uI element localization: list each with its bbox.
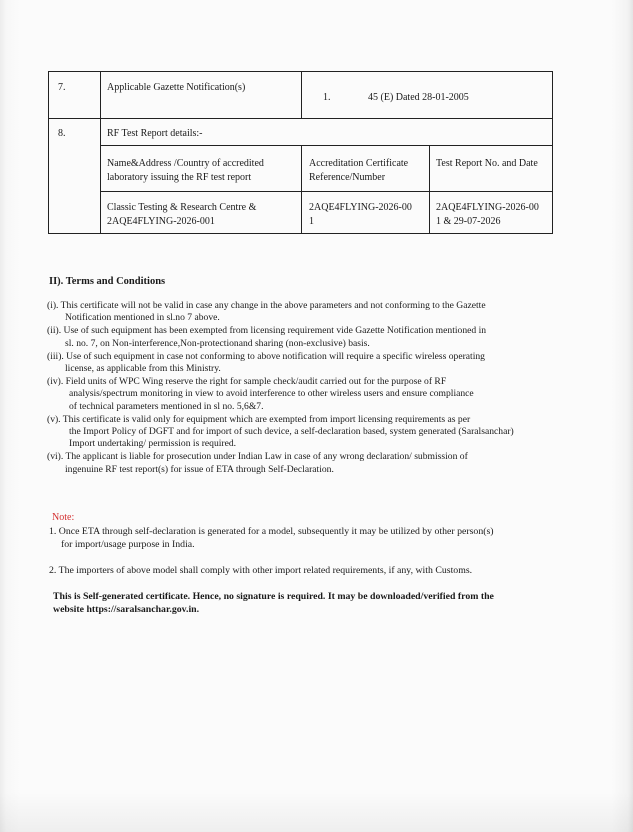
row-divider xyxy=(101,191,552,192)
note-item-1: 1. Once ETA through self-declaration is generated for a model, subsequently it may be utilized by other person(s) for import/usage purpose in India. xyxy=(49,526,494,550)
term-item-iii: (iii). Use of such equipment in case not conforming to above notification will require a specific wireless operating license, as applicable from this Ministry. xyxy=(47,350,485,375)
row7-value-index: 1. xyxy=(323,92,331,103)
note-item-2: 2. The importers of above model shall comply with other import related requirements, if any, with Customs. xyxy=(49,565,473,576)
row8-number: 8. xyxy=(58,128,66,139)
row8-label: RF Test Report details:- xyxy=(107,128,203,139)
test-report-header: Test Report No. and Date xyxy=(436,158,538,169)
accreditation-number-cell: 2AQE4FLYING-2026-00 1 xyxy=(309,202,412,227)
row7-value: 45 (E) Dated 28-01-2005 xyxy=(368,92,469,103)
row7-number: 7. xyxy=(58,82,66,93)
self-generated-notice: This is Self-generated certificate. Hence, no signature is required. It may be downloaded/verified from the website https://saralsanchar.gov.in. xyxy=(53,591,494,615)
column-divider xyxy=(429,145,430,233)
accreditation-header: Accreditation Certificate Reference/Number xyxy=(309,158,409,183)
test-report-cell: 2AQE4FLYING-2026-00 1 & 29-07-2026 xyxy=(436,202,539,227)
row7-label: Applicable Gazette Notification(s) xyxy=(107,82,246,93)
column-divider xyxy=(301,72,302,118)
column-divider xyxy=(301,145,302,233)
terms-list xyxy=(47,300,572,477)
term-item-ii: (ii). Use of such equipment has been exempted from licensing requirement vide Gazette Notification mentioned in sl. no. 7, on Non-interference,Non-protectionand sharing (non-exclusive) basis. xyxy=(47,325,487,349)
page-shadow xyxy=(0,792,633,832)
lab-name-cell: Classic Testing & Research Centre & 2AQE4FLYING-2026-001 xyxy=(107,202,257,227)
row-divider xyxy=(49,118,552,119)
term-item-v: (v). This certificate is valid only for equipment which are exempted from import licensing requirements as per the Import Policy of DGFT and for import of such device, a self-declaration based, system generated (Saralsanchar) Import undertaking/ permission is required. xyxy=(47,413,514,450)
column-divider xyxy=(100,72,101,233)
terms-title: II). Terms and Conditions xyxy=(49,276,166,287)
note-title: Note: xyxy=(52,512,75,523)
term-item-vi: (vi). The applicant is liable for prosecution under Indian Law in case of any wrong declaration/ submission of ingenuine RF test report(s) for issue of ETA through Self-Declaration. xyxy=(47,451,468,475)
term-item-i: (i). This certificate will not be valid in case any change in the above parameters and not conforming to the Gazette Notification mentioned in sl.no 7 above. xyxy=(47,300,486,324)
details-table xyxy=(48,71,553,234)
term-item-iv: (iv). Field units of WPC Wing reserve the right for sample check/audit carried out for the purpose of RF analysis/spectrum monitoring in view to avoid interference to other wireless users and ensure compliance of technical parameters mentioned in sl no. 5,6&7. xyxy=(47,376,474,412)
row-divider xyxy=(101,145,552,146)
lab-header: Name&Address /Country of accredited laboratory issuing the RF test report xyxy=(107,158,264,183)
